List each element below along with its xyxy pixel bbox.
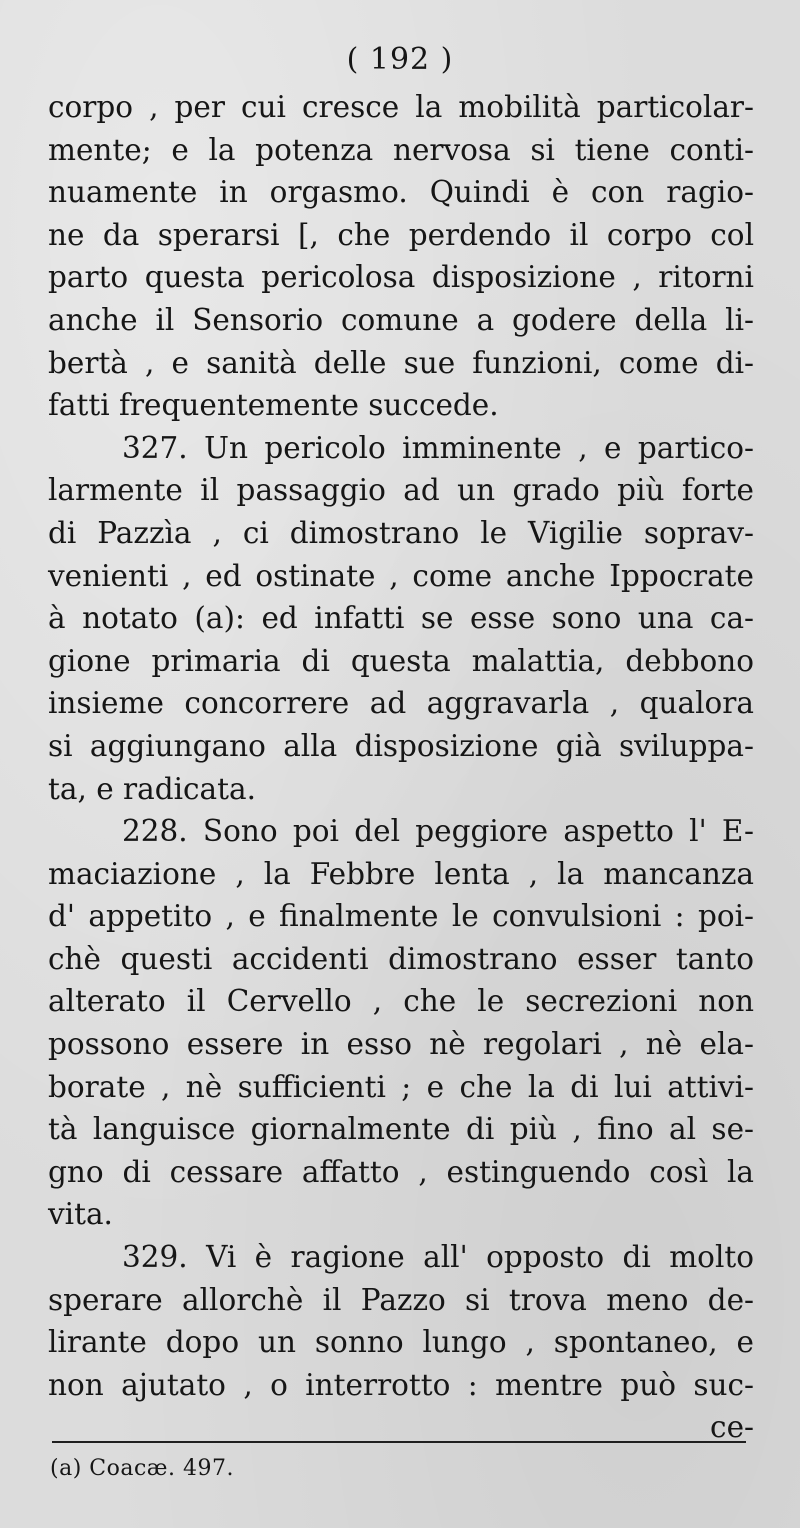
paragraph-327-start: 327. Un pericolo imminente , e partico-	[122, 430, 754, 465]
text-line: nuamente in orgasmo. Quindi è con ragio-	[48, 175, 754, 210]
text-line: alterato il Cervello , che le secrezioni non	[48, 984, 754, 1019]
text-line: corpo , per cui cresce la mobilità particolar-	[48, 90, 754, 124]
text-line: tà languisce giornalmente di più , fino al se-	[48, 1112, 754, 1147]
text-line: possono essere in esso nè regolari , nè ela-	[48, 1027, 754, 1062]
text-line: di Pazzìa , ci dimostrano le Vigilie soprav-	[48, 515, 754, 550]
text-line: larmente il passaggio ad un grado più forte	[48, 473, 754, 508]
text-line: d' appetito , e finalmente le convulsioni : poi-	[48, 899, 754, 934]
catchword: ce-	[710, 1410, 754, 1445]
text-line: à notato (a): ed infatti se esse sono una ca-	[48, 601, 754, 636]
text-line: mente; e la potenza nervosa si tiene conti-	[48, 132, 754, 167]
text-line: chè questi accidenti dimostrano esser tanto	[48, 941, 754, 976]
text-line: borate , nè sufficienti ; e che la di lui attivi-	[48, 1069, 754, 1104]
text-line: lirante dopo un sonno lungo , spontaneo, e	[48, 1325, 754, 1360]
text-line: fatti frequentemente succede.	[48, 388, 499, 423]
page-number: ( 192 )	[346, 42, 454, 77]
text-line: ne da sperarsi [, che perdendo il corpo col	[48, 217, 754, 252]
text-line: parto questa pericolosa disposizione , ritorni	[48, 260, 754, 295]
text-line: venienti , ed ostinate , come anche Ippocrate	[48, 558, 754, 593]
text-line: anche il Sensorio comune a godere della li-	[48, 302, 754, 337]
text-line: sperare allorchè il Pazzo si trova meno de-	[48, 1282, 754, 1317]
text-line: vita.	[48, 1197, 113, 1232]
text-line: bertà , e sanità delle sue funzioni, come di-	[48, 345, 754, 380]
text-line: maciazione , la Febbre lenta , la mancanza	[48, 856, 754, 891]
text-line: si aggiungano alla disposizione già sviluppa-	[48, 728, 754, 763]
paragraph-228-start: 228. Sono poi del peggiore aspetto l' E-	[122, 814, 754, 849]
text-line: ta, e radicata.	[48, 771, 256, 806]
text-line: insieme concorrere ad aggravarla , qualora	[48, 686, 754, 721]
text-line: gione primaria di questa malattia, debbono	[48, 643, 754, 678]
body-text	[48, 86, 754, 1449]
text-line: non ajutato , o interrotto : mentre può suc-	[48, 1367, 754, 1402]
footnote-divider	[52, 1441, 746, 1443]
text-line: gno di cessare affatto , estinguendo così la	[48, 1154, 754, 1189]
paragraph-329-start: 329. Vi è ragione all' opposto di molto	[122, 1240, 754, 1275]
footnote: (a) Coacæ. 497.	[50, 1456, 234, 1481]
